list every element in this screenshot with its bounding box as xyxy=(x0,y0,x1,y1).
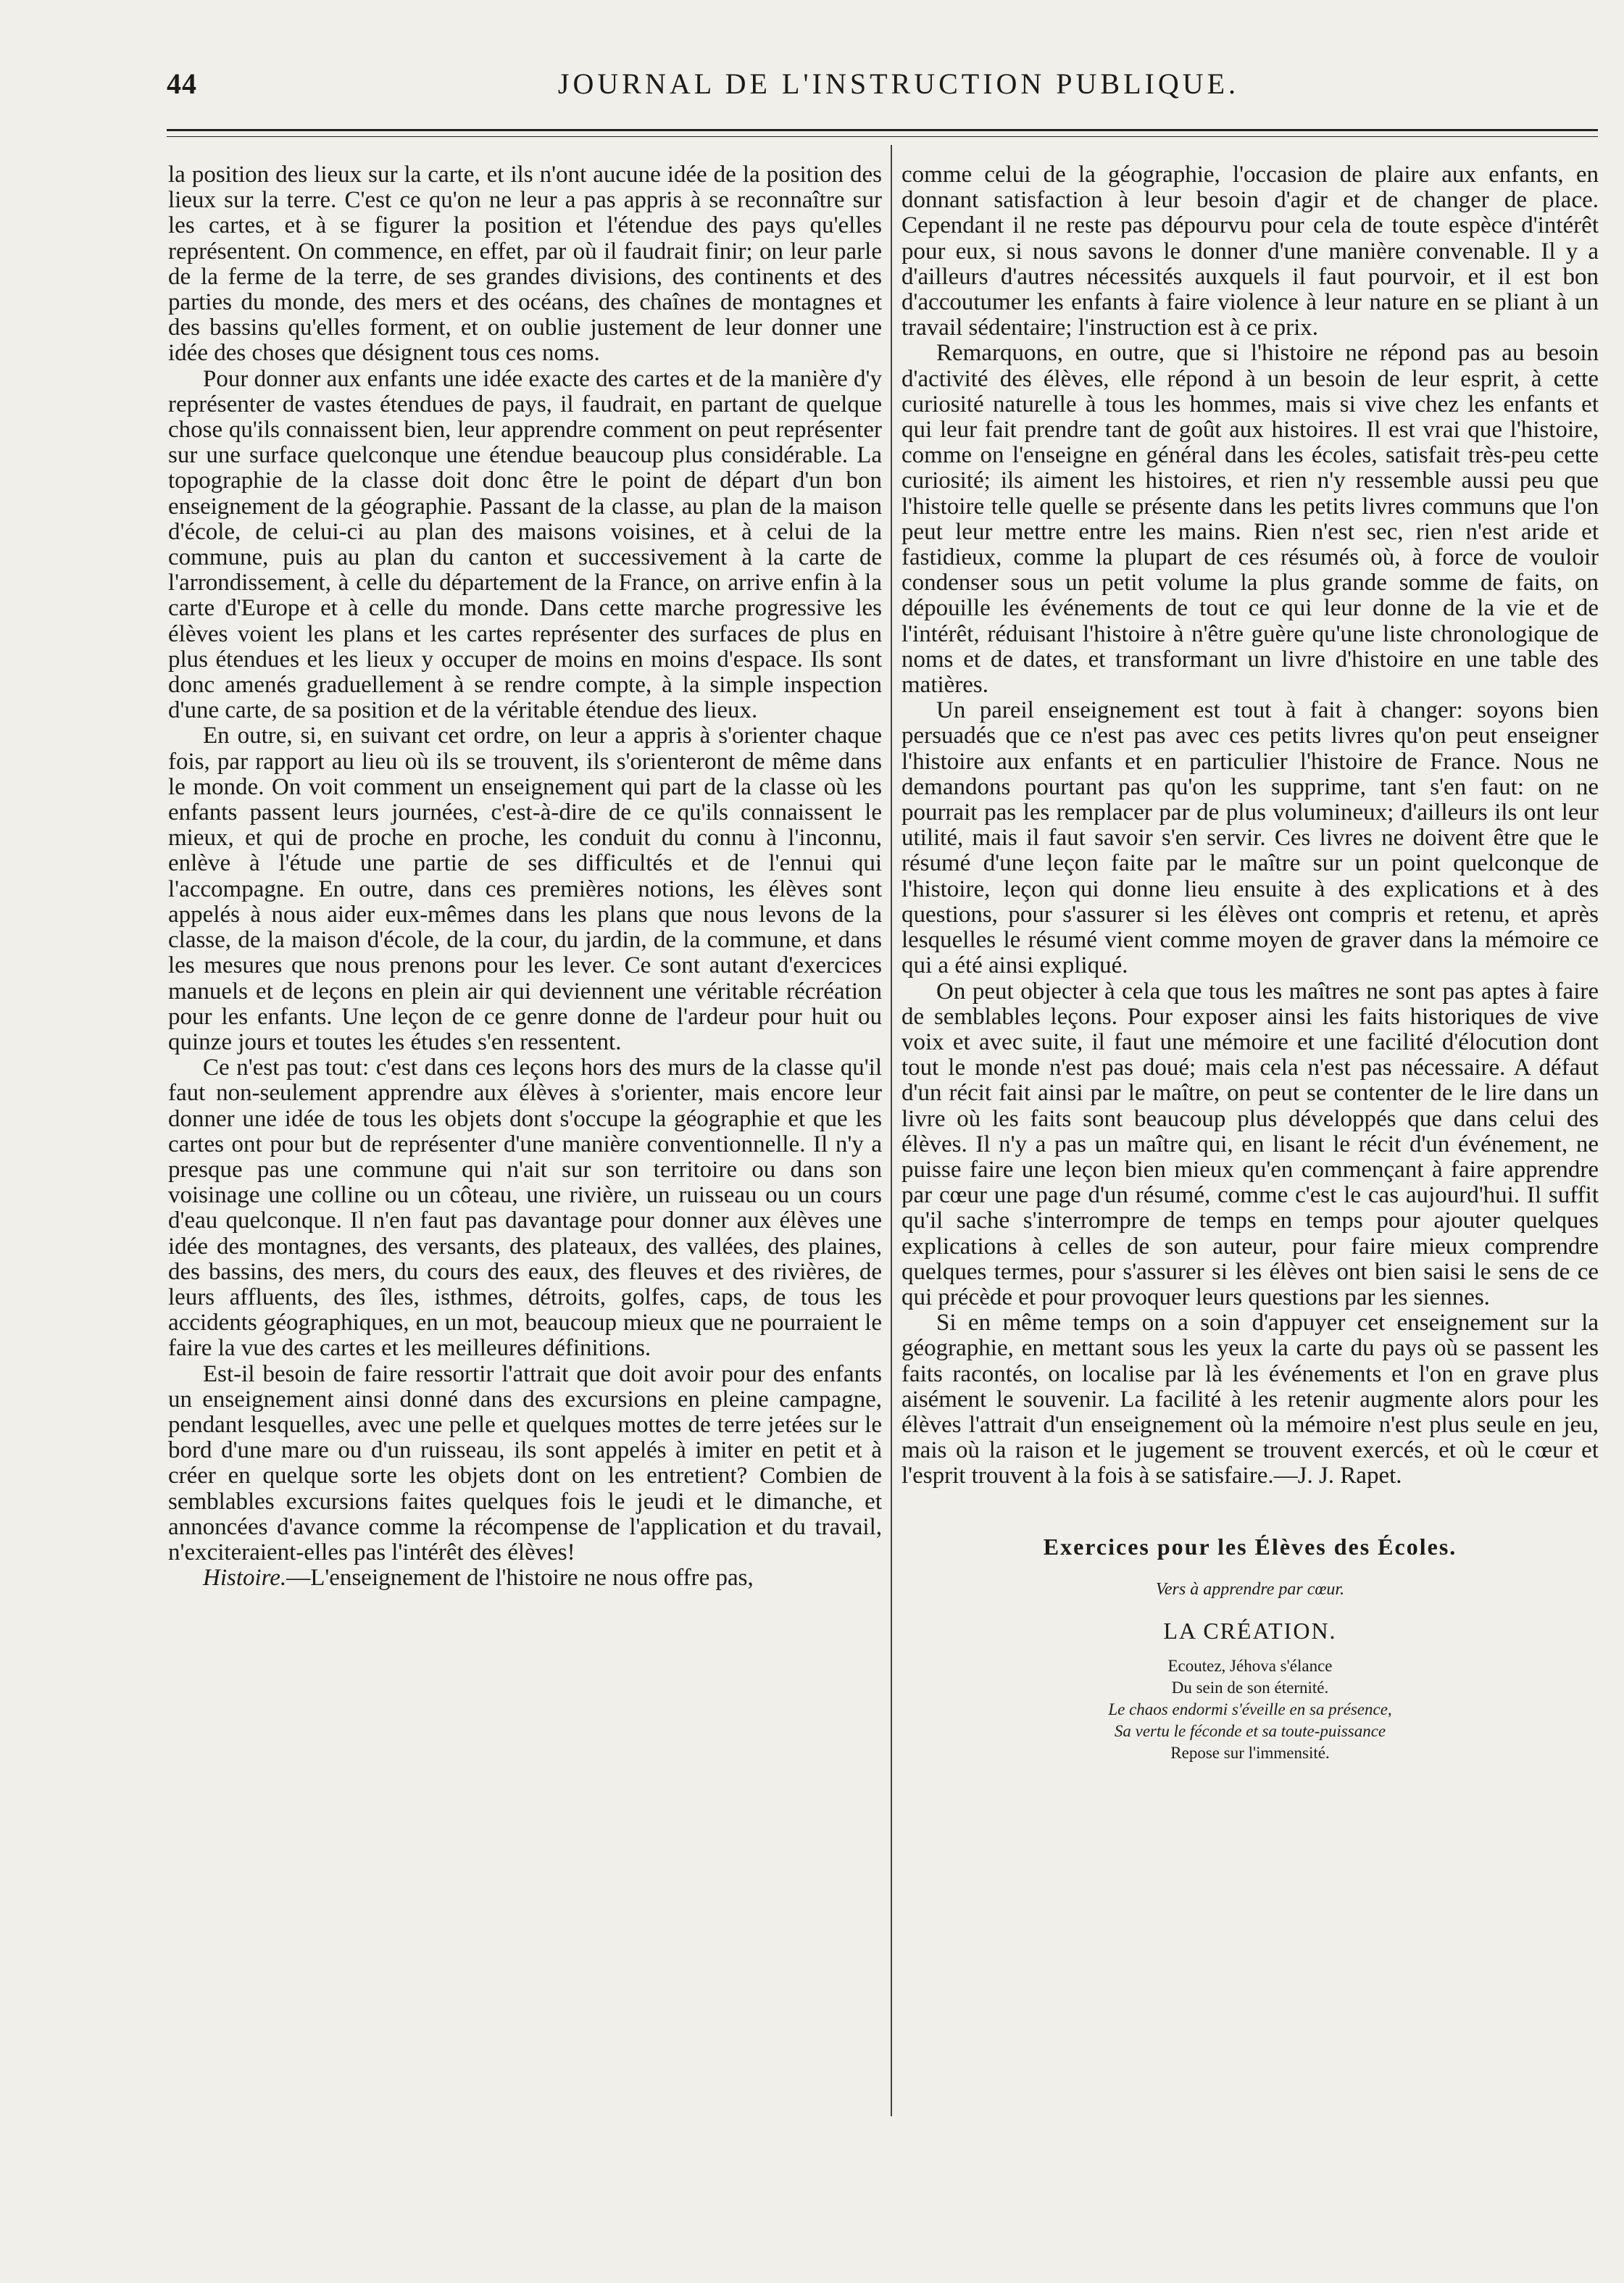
poem xyxy=(901,1655,1599,1764)
page-header xyxy=(167,67,1594,110)
page-number: 44 xyxy=(167,67,197,100)
paragraph: Si en même temps on a soin d'appuyer cet enseignement sur la géographie, en mettant sous les yeux la carte du pays où se passent les faits racontés, on localise par là les événements et l'on en grave plus aisément le souvenir. La facilité à les retenir augmente alors pour les élèves l'attrait d'un enseignement où la mémoire n'est plus seule en jeu, mais où la raison et le jugement se trouvent exercés, et où le cœur et l'esprit trouvent à la fois à se satisfaire.—J. J. Rapet. xyxy=(901,1310,1599,1489)
header-rule xyxy=(167,129,1598,131)
paragraph: Est-il besoin de faire ressortir l'attrait que doit avoir pour des enfants un enseignement ainsi donné dans des excursions en pleine campagne, pendant lesquelles, avec une pelle et quelques mottes de terre jetées sur le bord d'une mare ou d'un ruisseau, ils sont appelés à imiter en petit et à créer en quelque sorte les objets dont on les entretient? Combien de semblables excursions faites quelques fois le jeudi et le dimanche, et annoncées d'avance comme la récompense de l'application et du travail, n'exciteraient-elles pas l'intérêt des élèves! xyxy=(168,1360,882,1565)
column-divider xyxy=(891,145,892,2116)
header-rule-thin xyxy=(167,136,1598,137)
poem-line: Du sein de son éternité. xyxy=(1171,1679,1329,1697)
poem-title: LA CRÉATION. xyxy=(1163,1617,1337,1644)
poem-line: Ecoutez, Jéhova s'élance xyxy=(1167,1657,1333,1676)
histoire-text: —L'enseignement de l'histoire ne nous offre pas, xyxy=(286,1565,754,1592)
paragraph: En outre, si, en suivant cet ordre, on leur a appris à s'orienter chaque fois, par rapport au lieu où ils se trouvent, ils s'orienteront de même dans le monde. On voit comment un enseignement qui part de la classe où les enfants passent leurs journées, c'est-à-dire de ce qu'ils connaissent le mieux, et qui de proche en proche, les conduit du connu à l'inconnu, enlève à l'étude une partie de ses difficultés et de l'ennui qui l'accompagne. En outre, dans ces premières notions, les élèves sont appelés à nous aider eux-mêmes dans les plans que nous levons de la classe, de la maison d'école, de la cour, du jardin, de la commune, et dans les mesures que nous prenons pour les lever. Ce sont autant d'exercices manuels et de leçons en plein air qui deviennent une véritable récréation pour les enfants. Une leçon de ce genre donne de l'ardeur pour huit ou quinze jours et toutes les études s'en ressentent. xyxy=(168,723,882,1055)
poem-line: Le chaos endormi s'éveille en sa présence, xyxy=(1108,1700,1392,1719)
paragraph: la position des lieux sur la carte, et ils n'ont aucune idée de la position des lieux sur la terre. C'est ce qu'on ne leur a pas appris à se reconnaître sur les cartes, et à se figurer la position et l'étendue des pays qu'elles représentent. On commence, en effet, par où il faudrait finir; on leur parle de la ferme de la terre, de ses grandes divisions, des continents et des parties du monde, des mers et des océans, des chaînes de montagnes et des bassins qu'elles forment, et on oublie justement de leur donner une idée des choses que désignent tous ces noms. xyxy=(168,162,882,367)
paragraph: Pour donner aux enfants une idée exacte des cartes et de la manière d'y représenter de vastes étendues de pays, il faudrait, en partant de quelque chose qu'ils connaissent bien, leur apprendre comment on peut représenter sur une surface quelconque une étendue beaucoup plus considérable. La topographie de la classe doit donc être le point de départ d'un bon enseignement de la géographie. Passant de la classe, au plan de la maison d'école, de celui-ci au plan des maisons voisines, et à celui de la commune, puis au plan du canton et successivement à la carte de l'arrondissement, à celle du département de la France, on arrive enfin à la carte d'Europe et à celle du monde. Dans cette marche progressive les élèves voient les plans et les cartes représenter des surfaces de plus en plus étendues et les lieux y occuper de moins en moins d'espace. Ils sont donc amenés graduellement à se rendre compte, à la simple inspection d'une carte, de sa position et de la véritable étendue des lieux. xyxy=(168,365,882,724)
right-column xyxy=(901,162,1599,2250)
paragraph: comme celui de la géographie, l'occasion de plaire aux enfants, en donnant satisfaction à leur besoin d'agir et de changer de place. Cependant il ne reste pas dépourvu pour cela de toute espèce d'intérêt pour eux, si nous savons le donner d'une manière convenable. Il y a d'ailleurs d'autres nécessités auxquels il faut pourvoir, et il est bon d'accoutumer les enfants à faire violence à leur nature en se pliant à un travail sédentaire; l'instruction est à ce prix. xyxy=(901,162,1599,341)
paragraph: Remarquons, en outre, que si l'histoire ne répond pas au besoin d'activité des élèves, elle répond à un besoin de leur esprit, à cette curiosité naturelle à tous les hommes, mais si vive chez les enfants et qui leur fait prendre tant de goût aux histoires. Il est vrai que l'histoire, comme on l'enseigne en général dans les écoles, satisfait très-peu cette curiosité; ils aiment les histoires, et rien n'y ressemble aussi peu que l'histoire telle quelle se présente dans les petits livres communs que l'on peut leur mettre entre les mains. Rien n'est sec, rien n'est aride et fastidieux, comme la plupart de ces résumés où, à force de vouloir condenser sous un petit volume la plus grande somme de faits, on dépouille les événements de tout ce qui leur donne de la vie et de l'intérêt, réduisant l'histoire à n'être guère qu'une liste chronologique de noms et de dates, et transformant un livre d'histoire en une table des matières. xyxy=(901,340,1599,699)
section-title: Exercices pour les Élèves des Écoles. xyxy=(1043,1533,1457,1560)
paragraph: Ce n'est pas tout: c'est dans ces leçons hors des murs de la classe qu'il faut non-seulement apprendre aux élèves à s'orienter, mais encore leur donner une idée de tous les objets dont s'occupe la géographie et que les cartes ont pour but de représenter d'une manière conventionnelle. Il n'y a presque pas une commune qui n'ait sur son territoire ou dans son voisinage une colline ou un côteau, une rivière, un ruisseau ou un cours d'eau quelconque. Il n'en faut pas davantage pour donner aux élèves une idée des montagnes, des versants, des plateaux, des vallées, des plaines, des bassins, des mers, du cours des eaux, des fleuves et des rivières, de leurs affluents, des îles, isthmes, détroits, golfes, caps, de tous les accidents géographiques, en un mot, beaucoup mieux que ne pourraient le faire la vue des cartes et les meilleures définitions. xyxy=(168,1055,882,1362)
paragraph: On peut objecter à cela que tous les maîtres ne sont pas aptes à faire de semblables leçons. Pour exposer ainsi les faits historiques de vive voix et avec suite, il faut une mémoire et une facilité d'élocution dont tout le monde n'est pas doué; mais cela n'est pas nécessaire. A défaut d'un récit fait ainsi par le maître, on peut se contenter de le lire dans un livre où les faits sont beaucoup plus développés que dans celui des élèves. Il n'y a pas un maître qui, en lisant le récit d'un événement, ne puisse faire une leçon bien mieux qu'en commençant à faire apprendre par cœur une page d'un résumé, comme c'est le cas aujourd'hui. Il suffit qu'il sache s'interrompre de temps en temps pour ajouter quelques explications à celles de son auteur, pour faire mieux comprendre quelques termes, pour s'assurer si les élèves ont bien saisi le sens de ce qui précède et pour provoquer leurs questions par les siennes. xyxy=(901,978,1599,1310)
poem-line: Sa vertu le féconde et sa toute-puissance xyxy=(1114,1722,1386,1741)
section-subtitle: Vers à apprendre par cœur. xyxy=(1155,1579,1345,1599)
paragraph: Un pareil enseignement est tout à fait à changer: soyons bien persuadés que ce n'est pas avec ces petits livres qu'on peut enseigner l'histoire aux enfants et en particulier l'histoire de France. Nous ne demandons pourtant pas qu'on les supprime, tant s'en faut: on ne pourrait pas les remplacer par de plus volumineux; d'ailleurs ils ont leur utilité, mais il faut savoir s'en servir. Ces livres ne doivent être que le résumé d'une leçon faite par le maître sur un point quelconque de l'histoire, leçon qui donne lieu ensuite à des explications et à des questions, pour s'assurer si les élèves ont compris et retenu, et après lesquelles le résumé vient comme moyen de graver dans la mémoire ce qui a été ainsi expliqué. xyxy=(901,697,1599,979)
poem-line: Repose sur l'immensité. xyxy=(1170,1744,1330,1763)
paragraph-histoire xyxy=(168,1565,882,1591)
left-column xyxy=(168,162,882,2250)
histoire-label: Histoire. xyxy=(203,1565,287,1592)
journal-title: JOURNAL DE L'INSTRUCTION PUBLIQUE. xyxy=(557,67,1240,100)
